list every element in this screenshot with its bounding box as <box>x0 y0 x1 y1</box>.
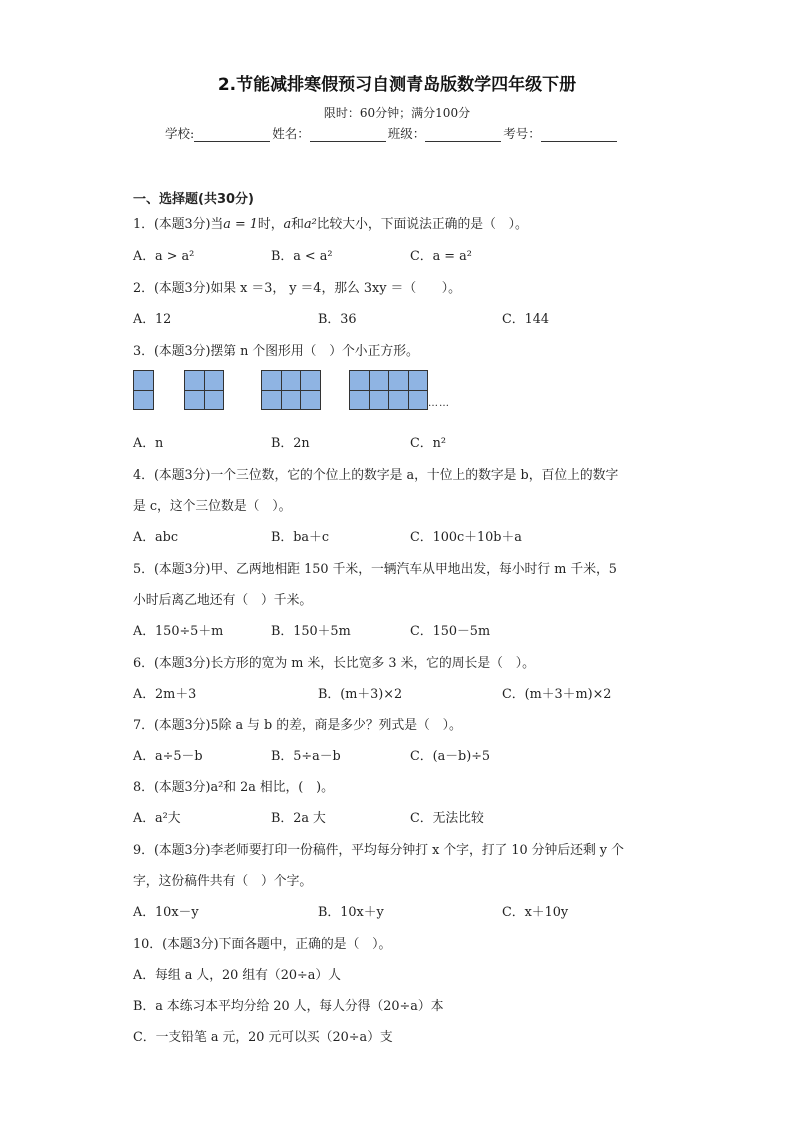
q9-option-c[interactable]: C．x＋10y <box>502 905 569 920</box>
q6-option-a[interactable]: A．2m＋3 <box>133 687 197 702</box>
unit-square <box>184 390 205 411</box>
q3-option-b[interactable]: B．2n <box>271 436 310 451</box>
question-6: 6．(本题3分)长方形的宽为 m 米，长比宽多 3 米，它的周长是（ ）。 <box>133 656 535 671</box>
q7-option-b[interactable]: B．5÷a－b <box>271 749 341 764</box>
q3-option-c[interactable]: C．n² <box>410 436 446 451</box>
id-label: 考号： <box>503 126 541 141</box>
q6-option-c[interactable]: C．(m＋3＋m)×2 <box>502 687 612 702</box>
q8-option-a[interactable]: A．a²大 <box>133 811 181 826</box>
unit-square <box>261 390 282 411</box>
unit-square <box>281 370 302 391</box>
q2-option-c[interactable]: C．144 <box>502 312 550 327</box>
unit-square <box>349 390 370 411</box>
q3-option-a[interactable]: A．n <box>133 436 164 451</box>
q2-option-b[interactable]: B．36 <box>318 312 357 327</box>
q1-option-c[interactable]: C．a = a² <box>410 249 472 264</box>
q9-option-b[interactable]: B．10x＋y <box>318 905 384 920</box>
question-4-line-2: 是 c，这个三位数是（ ）。 <box>133 499 292 514</box>
q4-option-a[interactable]: A．abc <box>133 530 179 545</box>
class-label: 班级： <box>387 126 426 141</box>
school-blank[interactable] <box>194 128 270 142</box>
unit-square <box>369 370 390 391</box>
school-label: 学校: <box>165 126 195 141</box>
q4-option-b[interactable]: B．ba＋c <box>271 530 329 545</box>
name-label: 姓名： <box>272 126 310 141</box>
unit-square <box>388 390 409 411</box>
pattern-continuation: …… <box>428 398 450 409</box>
q5-option-c[interactable]: C．150－5m <box>410 624 491 639</box>
q8-option-b[interactable]: B．2a 大 <box>271 811 326 826</box>
question-9-line-1: 9．(本题3分)李老师要打印一份稿件，平均每分钟打 x 个字，打了 10 分钟后还剩 y 个 <box>133 843 624 858</box>
unit-square <box>388 370 409 391</box>
unit-square <box>204 390 225 411</box>
q1-option-a[interactable]: A．a > a² <box>133 249 195 264</box>
question-5-line-2: 小时后离乙地还有（ ）千米。 <box>133 593 313 608</box>
unit-square <box>369 390 390 411</box>
student-info-line <box>165 124 619 142</box>
unit-square <box>408 390 429 411</box>
exam-title: 2.节能减排寒假预习自测青岛版数学四年级下册 <box>217 75 577 95</box>
question-5-line-1: 5．(本题3分)甲、乙两地相距 150 千米，一辆汽车从甲地出发，每小时行 m 千米，5 <box>133 562 617 577</box>
q8-option-c[interactable]: C．无法比较 <box>410 811 484 826</box>
q1-option-b[interactable]: B．a < a² <box>271 249 333 264</box>
question-9-line-2: 字，这份稿件共有（ ）个字。 <box>133 874 313 889</box>
unit-square <box>349 370 370 391</box>
q2-option-a[interactable]: A．12 <box>133 312 172 327</box>
q7-option-c[interactable]: C．(a－b)÷5 <box>410 749 491 764</box>
question-10: 10．(本题3分)下面各题中，正确的是（ ）。 <box>133 937 392 952</box>
unit-square <box>261 370 282 391</box>
q4-option-c[interactable]: C．100c＋10b＋a <box>410 530 522 545</box>
id-blank[interactable] <box>541 128 617 142</box>
unit-square <box>281 390 302 411</box>
question-3: 3．(本题3分)摆第 n 个图形用（ ）个小正方形。 <box>133 344 419 359</box>
exam-subtitle: 限时：60分钟；满分100分 <box>323 106 471 120</box>
unit-square <box>133 370 154 391</box>
q10-option-a[interactable]: A．每组 a 人，20 组有（20÷a）人 <box>133 968 341 983</box>
q10-option-b[interactable]: B．a 本练习本平均分给 20 人，每人分得（20÷a）本 <box>133 999 444 1014</box>
unit-square <box>300 390 321 411</box>
question-8: 8．(本题3分)a²和 2a 相比，( )。 <box>133 780 334 795</box>
q6-option-b[interactable]: B．(m＋3)×2 <box>318 687 403 702</box>
question-4-line-1: 4．(本题3分)一个三位数，它的个位上的数字是 a，十位上的数字是 b，百位上的数字 <box>133 468 619 483</box>
name-blank[interactable] <box>310 128 386 142</box>
unit-square <box>408 370 429 391</box>
q5-option-b[interactable]: B．150＋5m <box>271 624 351 639</box>
q5-option-a[interactable]: A．150÷5＋m <box>133 624 224 639</box>
unit-square <box>204 370 225 391</box>
section-title: 一、选择题(共30分) <box>133 192 254 207</box>
question-2: 2．(本题3分)如果 x ＝3， y ＝4，那么 3xy ＝（ ）。 <box>133 281 461 296</box>
q10-option-c[interactable]: C．一支铅笔 a 元，20 元可以买（20÷a）支 <box>133 1030 393 1045</box>
question-7: 7．(本题3分)5除 a 与 b 的差，商是多少？列式是（ ）。 <box>133 718 462 733</box>
class-blank[interactable] <box>425 128 501 142</box>
q9-option-a[interactable]: A．10x－y <box>133 905 199 920</box>
unit-square <box>184 370 205 391</box>
unit-square <box>133 390 154 411</box>
unit-square <box>300 370 321 391</box>
question-1: 1．(本题3分)当a = 1时，a和a²比较大小，下面说法正确的是（ ）。 <box>133 217 528 232</box>
q7-option-a[interactable]: A．a÷5－b <box>133 749 203 764</box>
